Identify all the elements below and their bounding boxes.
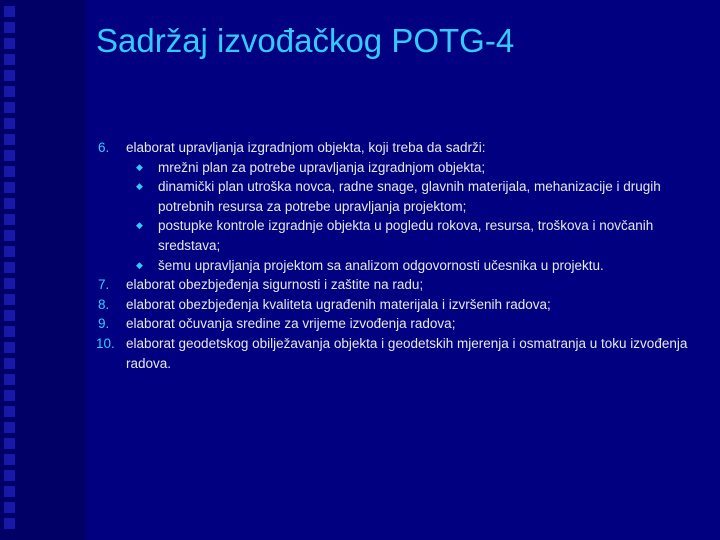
decorative-square (4, 374, 15, 385)
sub-list-item (98, 177, 698, 216)
decorative-square (4, 150, 15, 161)
decorative-square (4, 118, 15, 129)
decorative-square (4, 326, 15, 337)
decorative-square (4, 70, 15, 81)
decorative-square (4, 166, 15, 177)
item-text: elaborat očuvanja sredine za vrijeme izvođenja radova; (126, 316, 456, 332)
decorative-square (4, 262, 15, 273)
sub-list-item (98, 158, 698, 178)
decorative-square (4, 406, 15, 417)
decorative-square (4, 230, 15, 241)
decorative-square (4, 246, 15, 257)
decorative-square (4, 454, 15, 465)
item-text: elaborat upravljanja izgradnjom objekta, koji treba da sadrži: (126, 140, 486, 155)
decorative-square (4, 502, 15, 513)
decorative-square (4, 358, 15, 369)
decorative-square (4, 214, 15, 225)
item-number: 9. (98, 316, 110, 332)
slide-content (98, 138, 698, 373)
decorative-square (4, 438, 15, 449)
sub-list-item (98, 256, 698, 276)
item-text: elaborat geodetskog obilježavanja objekta i geodetskih mjerenja i osmatranja u toku izvođenja radova. (126, 335, 688, 371)
slide-title: Sadržaj izvođačkog POTG-4 (96, 22, 515, 59)
sub-list-item (98, 216, 698, 255)
decorative-square (4, 134, 15, 145)
item-number: 8. (98, 296, 110, 312)
decorative-square (4, 198, 15, 209)
diamond-bullet-icon: ◆ (136, 181, 143, 192)
decorative-square (4, 182, 15, 193)
diamond-bullet-icon: ◆ (136, 259, 143, 270)
item-text: elaborat obezbjeđenja sigurnosti i zaštite na radu; (126, 277, 424, 293)
sub-item-text: mrežni plan za potrebe upravljanja izgradnjom objekta; (158, 159, 486, 175)
list-item-6 (98, 138, 698, 158)
diamond-bullet-icon: ◆ (136, 161, 143, 172)
decorative-square (4, 342, 15, 353)
decorative-square (4, 422, 15, 433)
item-number: 10. (96, 335, 115, 351)
decorative-square (4, 38, 15, 49)
left-decorative-bar (0, 0, 86, 540)
item-text: elaborat obezbjeđenja kvaliteta ugrađenih materijala i izvršenih radova; (126, 296, 551, 312)
list-item-10 (98, 334, 698, 373)
list-item-8 (98, 295, 698, 315)
decorative-squares (4, 6, 20, 529)
decorative-square (4, 294, 15, 305)
decorative-square (4, 86, 15, 97)
list-item-7 (98, 275, 698, 295)
decorative-square (4, 390, 15, 401)
sub-item-text: šemu upravljanja projektom sa analizom odgovornosti učesnika u projektu. (158, 257, 604, 273)
list-item-9 (98, 314, 698, 334)
sub-item-text: postupke kontrole izgradnje objekta u pogledu rokova, resursa, troškova i novčanih sredstava; (158, 218, 654, 253)
decorative-square (4, 6, 15, 17)
decorative-square (4, 518, 15, 529)
item-number: 6. (98, 140, 110, 155)
item-number: 7. (98, 277, 110, 293)
decorative-square (4, 486, 15, 497)
decorative-square (4, 310, 15, 321)
sub-item-text: dinamički plan utroška novca, radne snage, glavnih materijala, mehanizacije i drugih potrebnih resursa za potrebe upravljanja projektom; (158, 179, 661, 214)
diamond-bullet-icon: ◆ (136, 220, 143, 231)
decorative-square (4, 22, 15, 33)
decorative-square (4, 470, 15, 481)
decorative-square (4, 54, 15, 65)
decorative-square (4, 278, 15, 289)
decorative-square (4, 102, 15, 113)
